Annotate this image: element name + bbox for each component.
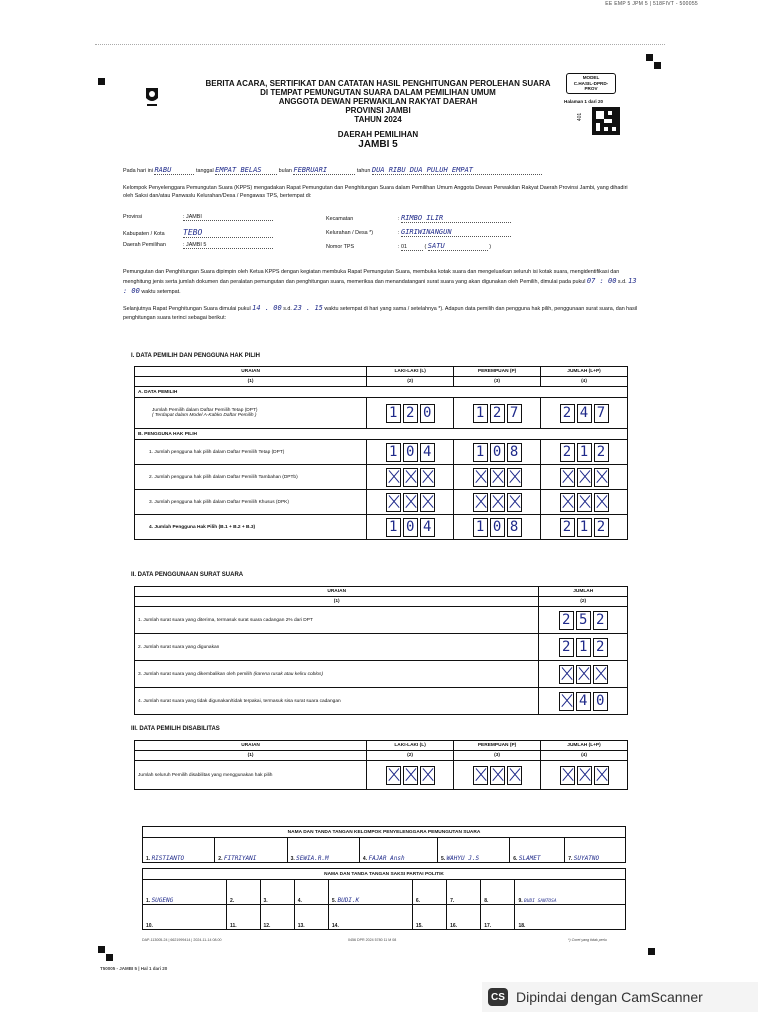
crossed-box[interactable] [420,468,435,487]
saksi-signature-table [142,868,626,930]
label-tps: Nomor TPS [326,244,355,250]
kpps-sign-2[interactable] [215,838,287,863]
sign-num: 2. [218,856,223,862]
corner-mark-bl2 [106,954,113,961]
signer-name: SEWIA.R.M [296,855,329,862]
document-header [170,79,586,151]
digit-box[interactable]: 2 [593,611,608,630]
digit-box[interactable]: 2 [560,518,575,537]
crossed-box[interactable] [507,493,522,512]
saksi-sign-5[interactable] [328,880,412,905]
table-row [135,490,628,515]
s2-r3-text: 3. Jumlah surat suara yang dikembalikan oleh pemilih [138,671,253,677]
crossed-box[interactable] [490,493,505,512]
footer-mid: 0456 DPR 2024 5780 11 M 08 [348,938,397,942]
value-tps-word: SATU [428,242,488,251]
table-row [135,465,628,490]
crossed-box[interactable] [507,468,522,487]
digit-box[interactable]: 8 [507,518,522,537]
page-indicator: Halaman 1 dari 20 [564,99,604,104]
crossed-box[interactable] [386,493,401,512]
saksi-sign-13[interactable] [294,905,328,930]
sign-num: 8. [484,898,489,904]
signer-name: BUDI.K [337,897,360,904]
saksi-sign-1[interactable] [143,880,227,905]
dotted-divider [95,44,665,45]
footer-left: DAP-113005-24 | 6621999414 | 2024-11-14 08.00 [142,938,222,942]
corner-mark-bl [98,946,105,953]
s2-r1-label: 1. Jumlah surat suara yang diterima, termasuk surat suara cadangan 2% dari DPT [135,607,539,634]
digit-box[interactable]: 1 [577,518,592,537]
kpps-title: NAMA DAN TANDA TANGAN KELOMPOK PENYELENGGARA PEMUNGUTAN SUARA [143,827,626,838]
kpps-sign-3[interactable] [287,838,359,863]
crossed-box[interactable] [507,766,522,785]
value-bulan: FEBRUARI [293,166,355,175]
digit-box[interactable]: 2 [594,518,609,537]
header-line-4: PROVINSI JAMBI [345,106,411,115]
field-kabupaten [123,228,273,238]
p1-start-time: 07 : 00 [586,276,617,285]
sign-num: 5. [331,898,337,904]
value-tanggal: EMPAT BELAS [215,166,277,175]
digit-box[interactable]: 2 [559,611,574,630]
crossed-box[interactable] [473,468,488,487]
table-row [135,761,628,790]
p1-sd: s.d. [617,278,627,285]
p1-end-time: 13 : 00 [123,276,637,295]
s3-n4: (4) [541,751,628,761]
saksi-sign-15[interactable] [412,905,446,930]
crossed-box[interactable] [420,766,435,785]
signer-name: FAJAR Ansh [368,855,405,862]
saksi-sign-7[interactable] [447,880,481,905]
crossed-box[interactable] [576,665,591,684]
saksi-sign-18[interactable] [515,905,626,930]
saksi-sign-10[interactable] [143,905,227,930]
saksi-row-1 [143,880,626,905]
s1-col-uraian: URAIAN [135,367,367,377]
footer-right: *) Coret yang tidak perlu [568,938,607,942]
sign-num: 2. [229,898,235,904]
s1-b4-label: 4. Jumlah Pengguna Hak Pilih (B.1 + B.2 + B.3) [135,515,367,540]
sign-num: 6. [415,898,421,904]
s3-n1: (1) [135,751,367,761]
signer-name: SUGENG [151,897,174,904]
field-kelurahan: Kelurahan / Desa *) : GIRIWINANGUN [326,228,511,237]
kpu-logo-icon [144,86,160,108]
sign-num: 7. [568,856,573,862]
crossed-box[interactable] [386,468,401,487]
digit-box[interactable]: 1 [577,443,592,462]
top-code: EE EMP 5 JPM 5 | 518FIVT - 500055 [605,1,698,7]
s2-col-uraian: URAIAN [135,587,539,597]
crossed-box[interactable] [420,493,435,512]
table-row [135,634,628,661]
s3-col-uraian: URAIAN [135,741,367,751]
field-provinsi [123,214,273,221]
kpps-sign-4[interactable] [359,838,437,863]
saksi-sign-12[interactable] [260,905,294,930]
crossed-box[interactable] [577,493,592,512]
digit-box[interactable]: 0 [593,692,608,711]
paragraph-2 [123,304,638,323]
crossed-box[interactable] [577,766,592,785]
digit-box[interactable]: 2 [559,638,574,657]
value-daerah: : JAMBI 5 [183,242,273,249]
table-row [135,440,628,465]
date-line [123,166,542,175]
crossed-box[interactable] [593,665,608,684]
sign-num: 17. [484,923,492,929]
saksi-sign-14[interactable] [328,905,412,930]
sign-num: 15. [415,923,423,929]
saksi-sign-4[interactable] [294,880,328,905]
field-kecamatan: Kecamatan : RIMBO ILIR [326,214,511,223]
kpps-sign-7[interactable] [565,838,626,863]
s2-r4-label: 4. Jumlah surat suara yang tidak digunakan/tidak terpakai, termasuk sisa surat suara cadangan [135,688,539,715]
kpps-signature-table [142,826,626,863]
sign-num: 6. [513,856,518,862]
p2-end-time: 23 . 15 [293,304,323,312]
s2-n1: (1) [135,597,539,607]
kpps-sign-5[interactable] [437,838,509,863]
s3-col-j: JUMLAH (L+P) [541,741,628,751]
digit-box[interactable]: 4 [577,404,592,423]
crossed-box[interactable] [594,766,609,785]
p2-text: Selanjutnya Rapat Penghitungan Suara dimulai pukul [123,306,251,312]
s1-a-title: A. DATA PEMILIH [135,387,628,398]
p1-text: Pemungutan dan Penghitungan Suara dipimpin oleh Ketua KPPS dengan kegiatan membuka Rapat Pemungutan Suara, membuka kotak suara dan mengeluarkan seluruh isi kotak suara, mengidentifikasi dan menghitung jenis serta jumlah dokumen dan peralatan pemungutan dan penghitungan suara, memeriksa dan menandatangani surat suara yang akan digunakan oleh Pemilih, dimulai pada pukul [123,269,620,285]
sign-num: 3. [263,898,268,904]
saksi-sign-8[interactable] [481,880,515,905]
digit-box[interactable]: 1 [386,404,401,423]
digit-box[interactable]: 4 [420,443,435,462]
table-row [135,661,628,688]
digit-box[interactable]: 2 [593,638,608,657]
camscanner-logo-icon: CS [488,988,508,1006]
table-row [135,398,628,429]
model-line-3: PROV [584,86,598,91]
crossed-box[interactable] [473,493,488,512]
section-1-table [134,366,628,540]
sign-num: 12. [263,923,271,929]
p2-start-time: 14 . 00 [252,304,282,312]
digit-box[interactable]: 1 [473,443,488,462]
label-kecamatan: Kecamatan [326,216,354,222]
value-tahun: DUA RIBU DUA PULUH EMPAT [372,166,542,175]
s1-n3: (3) [454,377,541,387]
s1-b3-label: 3. Jumlah pengguna hak pilih dalam Daftar Pemilih Khusus (DPK) [135,490,367,515]
crossed-box[interactable] [560,468,575,487]
digit-box[interactable]: 2 [560,443,575,462]
digit-box[interactable]: 4 [420,518,435,537]
sign-num: 7. [450,898,455,904]
saksi-sign-6[interactable] [412,880,446,905]
crossed-box[interactable] [594,468,609,487]
s1-col-l: LAKI-LAKI (L) [367,367,454,377]
saksi-sign-16[interactable] [447,905,481,930]
crossed-box[interactable] [559,692,574,711]
saksi-row-2 [143,905,626,930]
s1-n1: (1) [135,377,367,387]
label-provinsi: Provinsi [123,214,143,220]
corner-mark-tr2 [654,62,661,69]
sign-num: 11. [229,923,237,929]
digit-box[interactable]: 0 [490,443,505,462]
section-2-table [134,586,628,715]
digit-box[interactable]: 8 [507,443,522,462]
table-row [135,688,628,715]
s1-a-j-cell [541,398,628,429]
signer-name: FITRIYANI [223,855,257,862]
digit-box[interactable]: 2 [594,443,609,462]
value-kecamatan: RIMBO ILIR [401,214,511,223]
s2-r3-label [135,661,539,688]
form-sheet [98,48,662,963]
signer-name: RISTIANTO [151,855,185,862]
crossed-box[interactable] [403,493,418,512]
camscanner-watermark [482,982,758,1012]
digit-box[interactable]: 0 [490,518,505,537]
s3-n2: (2) [367,751,454,761]
s3-col-p: PEREMPUAN (P) [454,741,541,751]
s1-a-row [135,398,367,429]
saksi-sign-11[interactable] [226,905,260,930]
digit-box[interactable]: 4 [576,692,591,711]
field-tps: Nomor TPS : 01 ( SATU ) [326,242,492,250]
s1-b2-label: 2. Jumlah pengguna hak pilih dalam Daftar Pemilih Tambahan (DPTb) [135,465,367,490]
value-kelurahan: GIRIWINANGUN [401,228,511,237]
crossed-box[interactable] [386,766,401,785]
header-line-1: BERITA ACARA, SERTIFIKAT DAN CATATAN HASIL PENGHITUNGAN PEROLEHAN SUARA [205,79,551,88]
digit-box[interactable]: 2 [490,404,505,423]
saksi-sign-17[interactable] [481,905,515,930]
kpps-sign-1[interactable] [143,838,215,863]
value-tps-num: 01 [401,244,423,251]
crossed-box[interactable] [559,665,574,684]
signer-name: SUYATNO [573,855,600,862]
digit-box[interactable]: 0 [403,443,418,462]
p1-text-end: waktu setempat. [141,288,181,295]
paragraph-1 [123,268,638,296]
s2-r3-note: (karena rusak atau keliru coblos) [253,671,324,677]
qr-code-icon [592,106,620,136]
p2-sd: s.d. [283,306,292,312]
sign-num: 4. [297,898,302,904]
digit-box[interactable]: 1 [386,443,401,462]
s2-r2-label: 2. Jumlah surat suara yang digunakan [135,634,539,661]
value-kabupaten: TEBO [183,228,273,238]
crossed-box[interactable] [560,766,575,785]
label-kelurahan: Kelurahan / Desa *) [326,230,374,236]
crossed-box[interactable] [403,468,418,487]
sign-num: 13. [297,923,305,929]
corner-mark-tr [646,54,653,61]
bottom-page-label: T50005 - JAMBI 5 | Hal 1 dari 20 [100,966,168,971]
s1-col-j: JUMLAH (L+P) [541,367,628,377]
digit-box[interactable]: 5 [576,611,591,630]
label-tanggal: tanggal [195,168,214,174]
s3-row-label: Jumlah seluruh Pemilih disabilitas yang menggunakan hak pilih [135,761,367,790]
digit-box[interactable]: 0 [420,404,435,423]
crossed-box[interactable] [577,468,592,487]
model-box [566,73,616,94]
sign-num: 18. [518,923,526,929]
sign-num: 10. [146,923,153,929]
digit-box[interactable]: 1 [473,404,488,423]
sign-num: 1. [146,898,151,904]
kpps-sign-6[interactable] [510,838,565,863]
label-bulan: bulan [278,168,292,174]
signer-name: WAHYU J.S [446,855,480,862]
header-line-5: TAHUN 2024 [354,115,402,124]
label-hari: Pada hari ini [123,168,153,174]
model-line-2: C.HASIL-DPRD- [573,80,609,86]
s1-b-title: B. PENGGUNA HAK PILIH [135,429,628,440]
corner-mark-tl [98,78,105,85]
sign-num: 16. [450,923,458,929]
s1-n4: (4) [541,377,628,387]
s1-a-p-cell [454,398,541,429]
p2-text-end: waktu setempat di hari yang sama / setelahnya *). Adapun data pemilih dan pengguna hak pilih, penggunaan surat suara, dan hasil penghitungan suara terinci sebagai berikut: [123,306,638,321]
section-3-title: III. DATA PEMILIH DISABILITAS [131,726,220,732]
s2-col-j: JUMLAH [539,587,628,597]
header-line-6: DAERAH PEMILIHAN [337,130,419,139]
sign-num: 1. [146,856,151,862]
s1-n2: (2) [367,377,454,387]
intro-text: Kelompok Penyelenggara Pemungutan Suara (KPPS) mengadakan Rapat Pemungutan dan Penghitungan Suara dalam Pemilihan Umum Anggota Dewan Perwakilan Rakyat Daerah Provinsi Jambi, yang dihadiri oleh Saksi dan/atau Panwaslu Kelurahan/Desa / Pengawas TPS, bertempat di: [123,185,628,199]
table-row [135,607,628,634]
signer-name: SLAMET [518,855,541,862]
side-number: 401 [577,112,584,122]
table-row [135,515,628,540]
camscanner-text: Dipindai dengan CamScanner [516,989,703,1005]
saksi-sign-3[interactable] [260,880,294,905]
field-daerah [123,242,273,249]
sign-num: 3. [290,856,295,862]
value-provinsi: : JAMBI [183,214,273,221]
s1-a-row-note: ( Terdapat dalam Model A-Kabko Daftar Pemilih ) [152,413,257,418]
digit-box[interactable]: 7 [507,404,522,423]
digit-box[interactable]: 7 [594,404,609,423]
label-daerah: Daerah Pemilihan [123,242,166,248]
crossed-box[interactable] [473,766,488,785]
s1-b1-label: 1. Jumlah pengguna hak pilih dalam Daftar Pemilih Tetap (DPT) [135,440,367,465]
label-tahun: tahun [356,168,371,174]
header-line-2: DI TEMPAT PEMUNGUTAN SUARA DALAM PEMILIHAN UMUM [260,88,496,97]
digit-box[interactable]: 1 [473,518,488,537]
sign-num: 9. [518,898,523,904]
value-hari: RABU [154,166,194,175]
s3-col-l: LAKI-LAKI (L) [367,741,454,751]
section-1-title: I. DATA PEMILIH DAN PENGGUNA HAK PILIH [131,353,260,359]
sign-num: 5. [440,856,446,862]
crossed-box[interactable] [560,493,575,512]
section-2-title: II. DATA PENGGUNAAN SURAT SUARA [131,572,244,578]
header-line-7: JAMBI 5 [358,139,398,150]
saksi-sign-2[interactable] [226,880,260,905]
s1-a-row-label: Jumlah Pemilih dalam Daftar Pemilih Tetap (DPT) [152,408,258,413]
s3-n3: (3) [454,751,541,761]
digit-box[interactable]: 1 [576,638,591,657]
corner-mark-br [648,948,655,955]
digit-box[interactable]: 2 [560,404,575,423]
sign-num: 14. [331,923,339,929]
crossed-box[interactable] [594,493,609,512]
crossed-box[interactable] [403,766,418,785]
saksi-sign-9[interactable] [515,880,626,905]
digit-box[interactable]: 2 [403,404,418,423]
digit-box[interactable]: 1 [386,518,401,537]
sign-num: 4. [362,856,368,862]
label-kabupaten: Kabupaten / Kota [123,231,165,237]
crossed-box[interactable] [490,468,505,487]
crossed-box[interactable] [490,766,505,785]
model-line-1: MODEL [582,75,600,80]
s2-n2: (2) [539,597,628,607]
s1-a-l-cell [367,398,454,429]
s1-col-p: PEREMPUAN (P) [454,367,541,377]
signer-name: BUDI SANTOSA [524,899,557,904]
digit-box[interactable]: 0 [403,518,418,537]
saksi-title: NAMA DAN TANDA TANGAN SAKSI PARTAI POLITIK [143,869,626,880]
section-3-table [134,740,628,790]
header-line-3: ANGGOTA DEWAN PERWAKILAN RAKYAT DAERAH [278,97,478,106]
